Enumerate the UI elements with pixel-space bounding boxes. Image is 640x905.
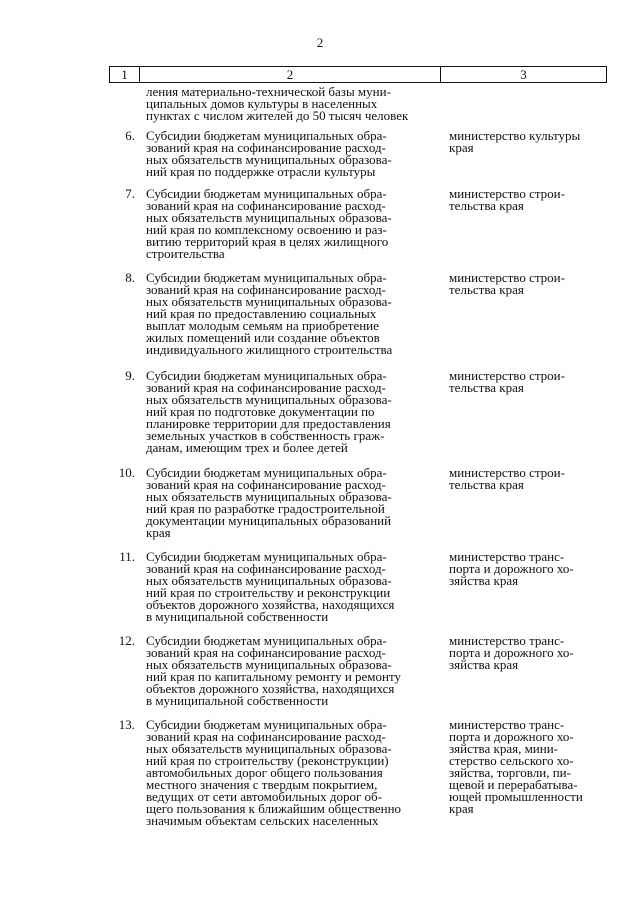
row-responsible: министерство транс- порта и дорожного хо- зяйства края: [449, 549, 574, 588]
row-description: Субсидии бюджетам муниципальных обра- зований края на софинансирование расход- ных обязательств муниципальных образова- ний края по капитальному ремонту и ремонту объектов дорожного хозяйства, находящихся в муниципальной собственности: [146, 633, 401, 708]
row-number: 8.: [125, 270, 135, 285]
row-description: Субсидии бюджетам муниципальных обра- зований края на софинансирование расход- ных обязательств муниципальных образова- ний края по подготовке документации по планировке территории для предоставления земельных участков в собственность граж- данам, имеющим трех и более детей: [146, 368, 392, 455]
row-number: 13.: [118, 717, 135, 732]
row-responsible: министерство культуры края: [449, 128, 581, 155]
header-col-3: 3: [520, 67, 527, 82]
row-number: 11.: [119, 549, 135, 564]
row-responsible: министерство строи- тельства края: [449, 270, 565, 297]
row-description: ления материально-технической базы муни- ципальных домов культуры в населенных пунктах с числом жителей до 50 тысяч человек: [146, 84, 409, 123]
page-number: 2: [316, 35, 324, 50]
row-description: Субсидии бюджетам муниципальных обра- зований края на софинансирование расход- ных обязательств муниципальных образова- ний края по строительству (реконструкции) автомобильных дорог общего пользования местного значения с твердым покрытием, ведущих от сети автомобильных дорог об- щего пользования к ближайшим общественно значимым объектам сельских населенных: [146, 717, 402, 828]
row-description: Субсидии бюджетам муниципальных обра- зований края на софинансирование расход- ных обязательств муниципальных образова- ний края по комплексному освоению и раз- витию территорий края в целях жилищного строительства: [146, 186, 392, 261]
row-description: Субсидии бюджетам муниципальных обра- зований края на софинансирование расход- ных обязательств муниципальных образова- ний края по строительству и реконструкции объектов дорожного хозяйства, находящихся в муниципальной собственности: [146, 549, 395, 624]
row-number: 12.: [118, 633, 135, 648]
row-number: 6.: [125, 128, 135, 143]
header-col-1: 1: [110, 67, 140, 82]
row-responsible: министерство строи- тельства края: [449, 368, 565, 395]
row-description: Субсидии бюджетам муниципальных обра- зований края на софинансирование расход- ных обязательств муниципальных образова- ний края по предоставлению социальных выплат молодым семьям на приобретение жилых помещений или создание объектов индивидуального жилищного строительства: [146, 270, 393, 357]
row-responsible: министерство транс- порта и дорожного хо- зяйства края, мини- стерство сельского хо- зяйства, торговли, пи- щевой и перерабатыва- ющей промышленности края: [449, 717, 583, 816]
header-col-2: 2: [140, 67, 441, 82]
row-description: Субсидии бюджетам муниципальных обра- зований края на софинансирование расход- ных обязательств муниципальных образова- ний края по поддержке отрасли культуры: [146, 128, 392, 179]
row-number: 7.: [125, 186, 135, 201]
row-description: Субсидии бюджетам муниципальных обра- зований края на софинансирование расход- ных обязательств муниципальных образова- ний края по разработке градостроительной документации муниципальных образований края: [146, 465, 392, 540]
row-responsible: министерство строи- тельства края: [449, 465, 565, 492]
row-responsible: министерство транс- порта и дорожного хо- зяйства края: [449, 633, 574, 672]
row-responsible: министерство строи- тельства края: [449, 186, 565, 213]
row-number: 10.: [118, 465, 135, 480]
table-header-row: [109, 66, 607, 83]
row-number: 9.: [125, 368, 135, 383]
